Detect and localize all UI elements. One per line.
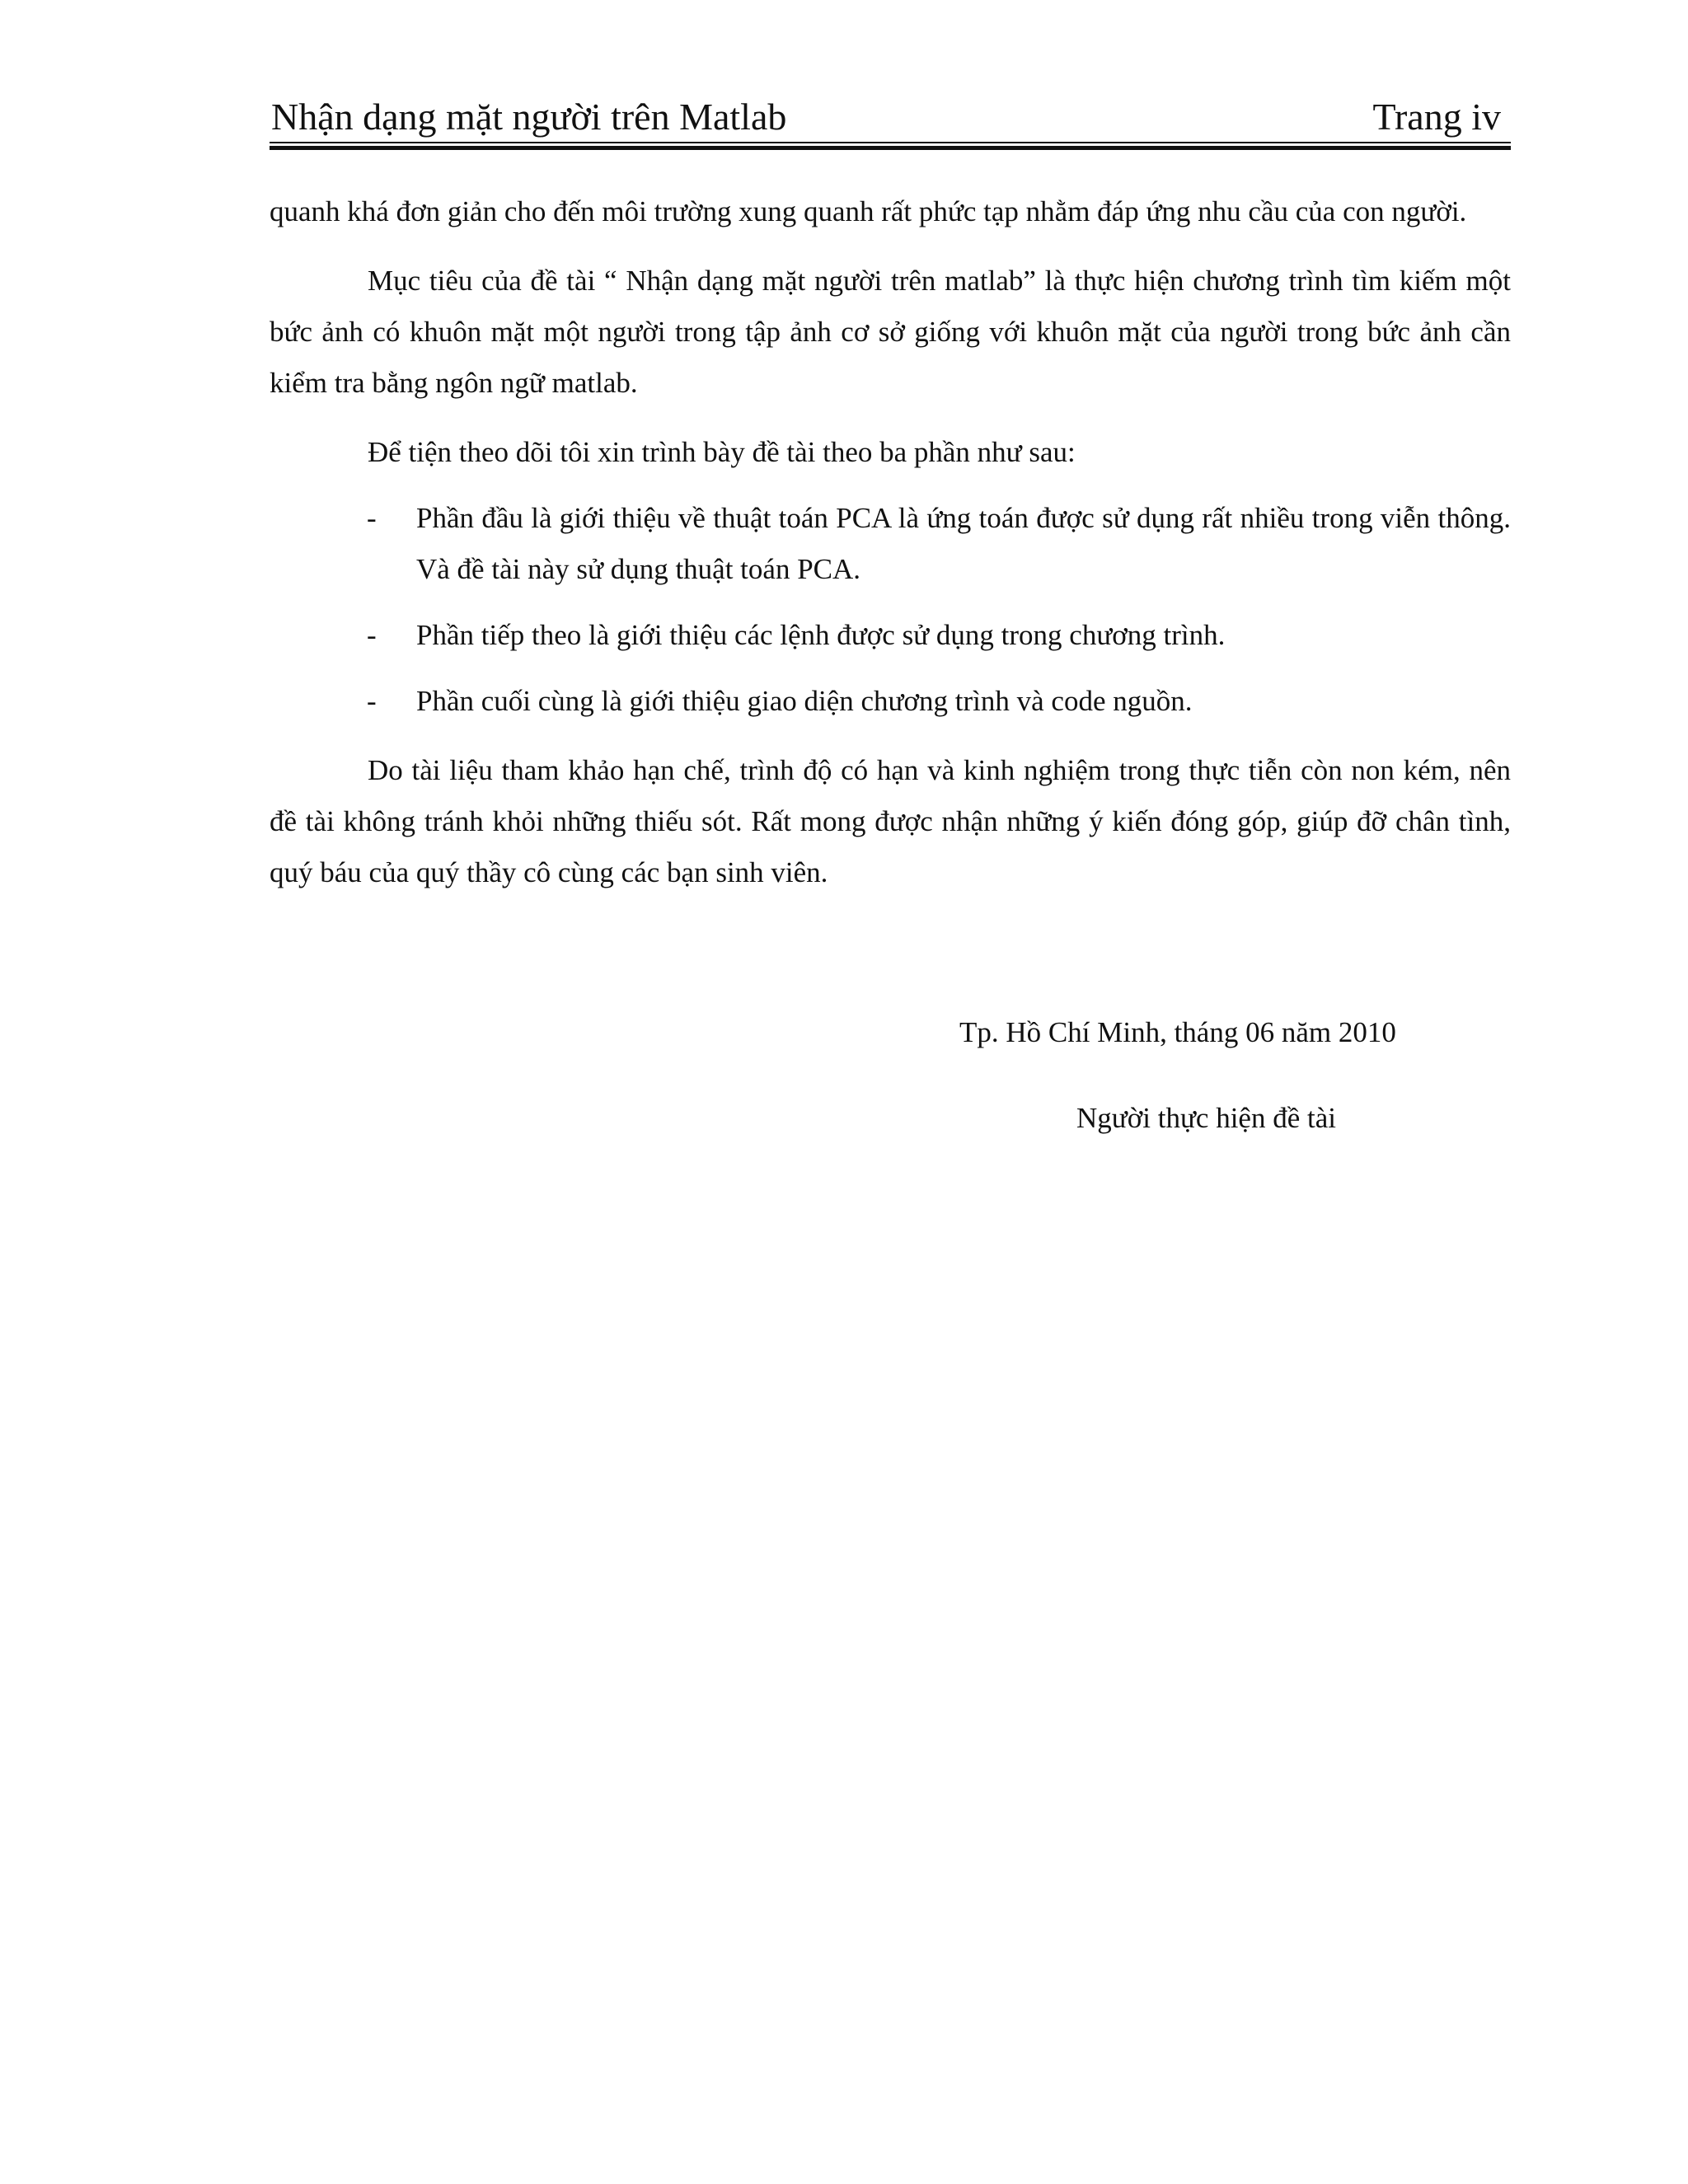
bullet-item-2 (270, 610, 1511, 661)
bullet-text-1: Phần đầu là giới thiệu về thuật toán PCA là ứng toán được sử dụng rất nhiều trong viễn thông. Và đề tài này sử dụng thuật toán PCA. (416, 502, 1511, 585)
header-page-number: Trang iv (1372, 96, 1501, 138)
header-rule-thick (270, 146, 1511, 150)
paragraph-outline-intro: Để tiện theo dõi tôi xin trình bày đề tài theo ba phần như sau: (368, 436, 1076, 468)
bullet-text-3: Phần cuối cùng là giới thiệu giao diện chương trình và code nguồn. (416, 685, 1193, 717)
signature-author-label: Người thực hiện đề tài (1076, 1102, 1336, 1134)
paragraph-closing: Do tài liệu tham khảo hạn chế, trình độ có hạn và kinh nghiệm trong thực tiễn còn non kém, nên đề tài không tránh khỏi những thiếu sót. Rất mong được nhận những ý kiến đóng góp, giúp đỡ chân tình, quý báu của quý thầy cô cùng các bạn sinh viên. (270, 754, 1511, 888)
bullet-text-2: Phần tiếp theo là giới thiệu các lệnh được sử dụng trong chương trình. (416, 619, 1226, 651)
bullet-dash: - (367, 619, 377, 651)
page-header (270, 92, 1511, 142)
bullet-dash: - (367, 502, 377, 534)
header-rule-thin (270, 142, 1511, 143)
bullet-item-3 (270, 676, 1511, 727)
paragraph-objective: Mục tiêu của đề tài “ Nhận dạng mặt người trên matlab” là thực hiện chương trình tìm kiếm một bức ảnh có khuôn mặt một người trong tập ảnh cơ sở giống với khuôn mặt của người trong bức ảnh cần kiểm tra bằng ngôn ngữ matlab. (270, 265, 1511, 399)
paragraph-intro-continued: quanh khá đơn giản cho đến môi trường xung quanh rất phức tạp nhằm đáp ứng nhu cầu của con người. (270, 195, 1467, 227)
header-title: Nhận dạng mặt người trên Matlab (271, 96, 787, 138)
bullet-dash: - (367, 685, 377, 717)
signature-place-date: Tp. Hồ Chí Minh, tháng 06 năm 2010 (959, 1016, 1396, 1048)
bullet-item-1 (270, 493, 1511, 595)
body-text (270, 186, 1511, 898)
